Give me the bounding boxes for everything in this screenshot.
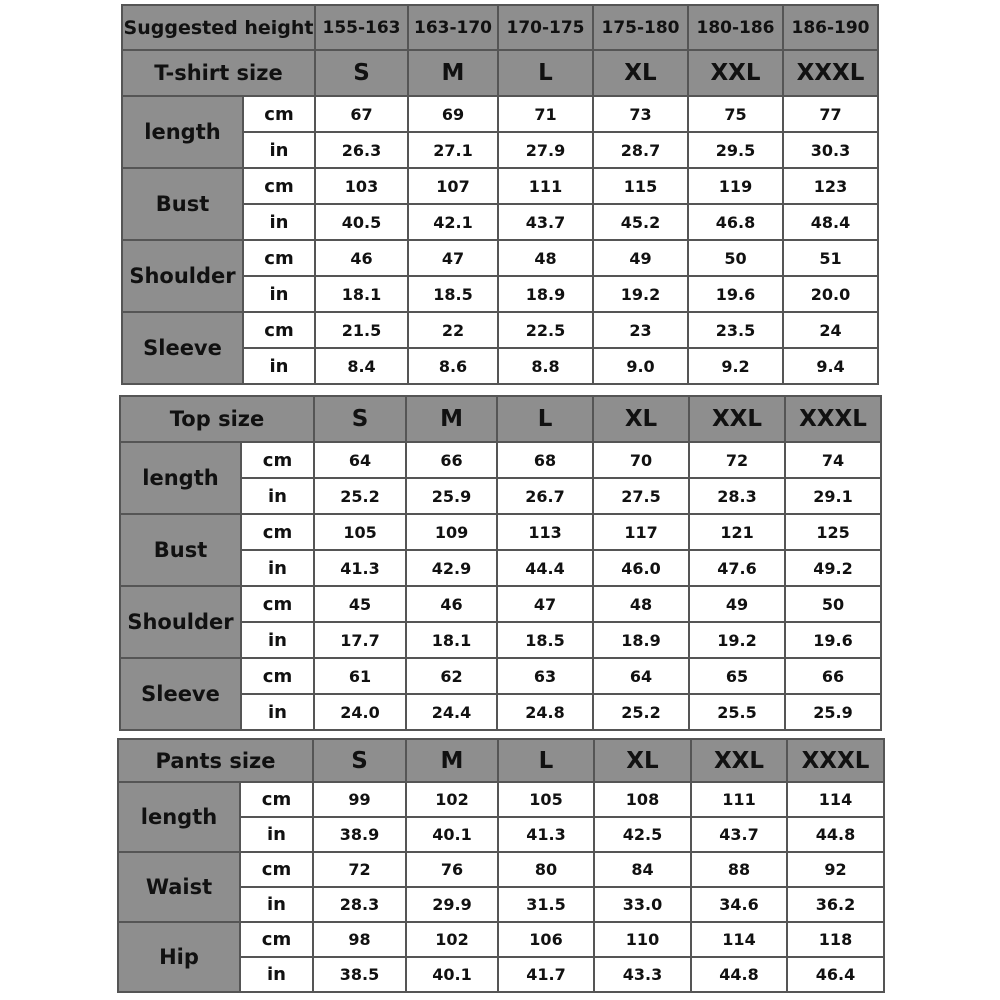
value-cell: 18.1 <box>315 276 408 312</box>
measure-label: Shoulder <box>122 240 243 312</box>
value-cell: 114 <box>787 782 884 817</box>
size-label: XXXL <box>783 50 878 96</box>
size-label: XXL <box>689 396 785 442</box>
measure-label: Bust <box>120 514 241 586</box>
value-cell: 26.3 <box>315 132 408 168</box>
value-cell: 69 <box>408 96 498 132</box>
value-cell: 74 <box>785 442 881 478</box>
value-cell: 23.5 <box>688 312 783 348</box>
value-cell: 20.0 <box>783 276 878 312</box>
value-cell: 102 <box>406 782 498 817</box>
unit-cm: cm <box>241 658 314 694</box>
value-cell: 98 <box>313 922 406 957</box>
value-cell: 111 <box>691 782 787 817</box>
unit-in: in <box>243 276 315 312</box>
table-row <box>118 922 884 957</box>
value-cell: 105 <box>498 782 594 817</box>
value-cell: 40.5 <box>315 204 408 240</box>
height-label: Suggested height <box>122 5 315 50</box>
value-cell: 28.7 <box>593 132 688 168</box>
value-cell: 9.2 <box>688 348 783 384</box>
height-range: 186-190 <box>783 5 878 50</box>
size-label: XXL <box>691 739 787 782</box>
table-title: Top size <box>120 396 314 442</box>
unit-in: in <box>241 694 314 730</box>
value-cell: 66 <box>406 442 497 478</box>
value-cell: 64 <box>593 658 689 694</box>
value-cell: 46 <box>315 240 408 276</box>
table-row <box>122 240 878 276</box>
value-cell: 48.4 <box>783 204 878 240</box>
value-cell: 18.5 <box>408 276 498 312</box>
value-cell: 68 <box>497 442 593 478</box>
unit-in: in <box>241 550 314 586</box>
value-cell: 29.9 <box>406 887 498 922</box>
table-row <box>120 442 881 478</box>
value-cell: 49 <box>593 240 688 276</box>
unit-cm: cm <box>241 514 314 550</box>
value-cell: 25.2 <box>593 694 689 730</box>
value-cell: 41.7 <box>498 957 594 992</box>
unit-in: in <box>243 132 315 168</box>
measure-label: Shoulder <box>120 586 241 658</box>
value-cell: 42.5 <box>594 817 691 852</box>
size-label: M <box>408 50 498 96</box>
table-row <box>120 586 881 622</box>
table-row <box>120 514 881 550</box>
height-range: 175-180 <box>593 5 688 50</box>
unit-cm: cm <box>241 586 314 622</box>
value-cell: 43.7 <box>691 817 787 852</box>
value-cell: 27.1 <box>408 132 498 168</box>
height-row <box>122 5 878 50</box>
size-label: M <box>406 396 497 442</box>
size-label: XL <box>593 396 689 442</box>
value-cell: 106 <box>498 922 594 957</box>
top-size-table <box>119 395 882 731</box>
unit-cm: cm <box>240 852 313 887</box>
value-cell: 46 <box>406 586 497 622</box>
measure-label: length <box>122 96 243 168</box>
measure-label: Waist <box>118 852 240 922</box>
size-label: L <box>498 739 594 782</box>
size-label: S <box>313 739 406 782</box>
value-cell: 27.5 <box>593 478 689 514</box>
table-row <box>118 782 884 817</box>
unit-in: in <box>241 478 314 514</box>
value-cell: 103 <box>315 168 408 204</box>
value-cell: 42.9 <box>406 550 497 586</box>
value-cell: 113 <box>497 514 593 550</box>
value-cell: 109 <box>406 514 497 550</box>
value-cell: 17.7 <box>314 622 406 658</box>
value-cell: 42.1 <box>408 204 498 240</box>
value-cell: 84 <box>594 852 691 887</box>
value-cell: 64 <box>314 442 406 478</box>
value-cell: 18.9 <box>498 276 593 312</box>
table-row <box>122 312 878 348</box>
value-cell: 62 <box>406 658 497 694</box>
value-cell: 47 <box>408 240 498 276</box>
value-cell: 25.9 <box>406 478 497 514</box>
table-row <box>120 658 881 694</box>
value-cell: 44.4 <box>497 550 593 586</box>
value-cell: 30.3 <box>783 132 878 168</box>
value-cell: 50 <box>688 240 783 276</box>
size-label: L <box>498 50 593 96</box>
value-cell: 50 <box>785 586 881 622</box>
value-cell: 25.2 <box>314 478 406 514</box>
value-cell: 46.0 <box>593 550 689 586</box>
measure-label: length <box>118 782 240 852</box>
value-cell: 61 <box>314 658 406 694</box>
value-cell: 88 <box>691 852 787 887</box>
value-cell: 43.7 <box>498 204 593 240</box>
unit-cm: cm <box>243 312 315 348</box>
measure-label: Bust <box>122 168 243 240</box>
value-cell: 125 <box>785 514 881 550</box>
unit-in: in <box>243 204 315 240</box>
table-row <box>122 168 878 204</box>
value-cell: 110 <box>594 922 691 957</box>
value-cell: 9.0 <box>593 348 688 384</box>
value-cell: 70 <box>593 442 689 478</box>
value-cell: 46.4 <box>787 957 884 992</box>
value-cell: 49 <box>689 586 785 622</box>
unit-cm: cm <box>243 96 315 132</box>
unit-in: in <box>240 957 313 992</box>
value-cell: 117 <box>593 514 689 550</box>
value-cell: 19.6 <box>785 622 881 658</box>
value-cell: 31.5 <box>498 887 594 922</box>
pants-size-table <box>117 738 885 993</box>
value-cell: 38.9 <box>313 817 406 852</box>
measure-label: Sleeve <box>122 312 243 384</box>
size-label: XL <box>594 739 691 782</box>
value-cell: 44.8 <box>691 957 787 992</box>
value-cell: 114 <box>691 922 787 957</box>
value-cell: 108 <box>594 782 691 817</box>
size-label: M <box>406 739 498 782</box>
value-cell: 24.4 <box>406 694 497 730</box>
value-cell: 118 <box>787 922 884 957</box>
value-cell: 66 <box>785 658 881 694</box>
value-cell: 115 <box>593 168 688 204</box>
value-cell: 29.5 <box>688 132 783 168</box>
value-cell: 72 <box>313 852 406 887</box>
table-row <box>122 96 878 132</box>
value-cell: 41.3 <box>314 550 406 586</box>
value-cell: 51 <box>783 240 878 276</box>
unit-cm: cm <box>243 240 315 276</box>
value-cell: 22 <box>408 312 498 348</box>
value-cell: 49.2 <box>785 550 881 586</box>
value-cell: 40.1 <box>406 817 498 852</box>
value-cell: 23 <box>593 312 688 348</box>
size-header-row <box>120 396 881 442</box>
value-cell: 33.0 <box>594 887 691 922</box>
value-cell: 43.3 <box>594 957 691 992</box>
size-label: XL <box>593 50 688 96</box>
unit-in: in <box>240 817 313 852</box>
size-label: L <box>497 396 593 442</box>
value-cell: 24.0 <box>314 694 406 730</box>
value-cell: 27.9 <box>498 132 593 168</box>
value-cell: 47 <box>497 586 593 622</box>
value-cell: 18.5 <box>497 622 593 658</box>
size-label: XXXL <box>787 739 884 782</box>
value-cell: 26.7 <box>497 478 593 514</box>
value-cell: 45 <box>314 586 406 622</box>
value-cell: 105 <box>314 514 406 550</box>
value-cell: 75 <box>688 96 783 132</box>
value-cell: 40.1 <box>406 957 498 992</box>
unit-in: in <box>243 348 315 384</box>
value-cell: 46.8 <box>688 204 783 240</box>
value-cell: 111 <box>498 168 593 204</box>
value-cell: 19.2 <box>593 276 688 312</box>
value-cell: 22.5 <box>498 312 593 348</box>
value-cell: 65 <box>689 658 785 694</box>
value-cell: 41.3 <box>498 817 594 852</box>
value-cell: 63 <box>497 658 593 694</box>
value-cell: 24 <box>783 312 878 348</box>
unit-in: in <box>241 622 314 658</box>
value-cell: 67 <box>315 96 408 132</box>
value-cell: 9.4 <box>783 348 878 384</box>
value-cell: 72 <box>689 442 785 478</box>
unit-cm: cm <box>240 782 313 817</box>
value-cell: 8.8 <box>498 348 593 384</box>
table-title: Pants size <box>118 739 313 782</box>
unit-cm: cm <box>241 442 314 478</box>
value-cell: 107 <box>408 168 498 204</box>
value-cell: 123 <box>783 168 878 204</box>
value-cell: 99 <box>313 782 406 817</box>
value-cell: 48 <box>593 586 689 622</box>
size-label: S <box>315 50 408 96</box>
unit-cm: cm <box>240 922 313 957</box>
value-cell: 77 <box>783 96 878 132</box>
value-cell: 28.3 <box>689 478 785 514</box>
value-cell: 47.6 <box>689 550 785 586</box>
value-cell: 44.8 <box>787 817 884 852</box>
height-range: 163-170 <box>408 5 498 50</box>
value-cell: 19.6 <box>688 276 783 312</box>
value-cell: 121 <box>689 514 785 550</box>
value-cell: 38.5 <box>313 957 406 992</box>
table-title: T-shirt size <box>122 50 315 96</box>
value-cell: 18.9 <box>593 622 689 658</box>
value-cell: 102 <box>406 922 498 957</box>
measure-label: Hip <box>118 922 240 992</box>
value-cell: 80 <box>498 852 594 887</box>
unit-cm: cm <box>243 168 315 204</box>
value-cell: 119 <box>688 168 783 204</box>
value-cell: 73 <box>593 96 688 132</box>
value-cell: 76 <box>406 852 498 887</box>
measure-label: length <box>120 442 241 514</box>
value-cell: 24.8 <box>497 694 593 730</box>
size-label: XXL <box>688 50 783 96</box>
unit-in: in <box>240 887 313 922</box>
size-label: S <box>314 396 406 442</box>
value-cell: 25.5 <box>689 694 785 730</box>
value-cell: 18.1 <box>406 622 497 658</box>
tshirt-size-table <box>121 4 879 385</box>
value-cell: 28.3 <box>313 887 406 922</box>
value-cell: 34.6 <box>691 887 787 922</box>
value-cell: 48 <box>498 240 593 276</box>
value-cell: 92 <box>787 852 884 887</box>
value-cell: 36.2 <box>787 887 884 922</box>
size-header-row <box>122 50 878 96</box>
height-range: 170-175 <box>498 5 593 50</box>
value-cell: 21.5 <box>315 312 408 348</box>
value-cell: 19.2 <box>689 622 785 658</box>
table-row <box>118 852 884 887</box>
value-cell: 8.6 <box>408 348 498 384</box>
size-label: XXXL <box>785 396 881 442</box>
value-cell: 71 <box>498 96 593 132</box>
value-cell: 45.2 <box>593 204 688 240</box>
height-range: 180-186 <box>688 5 783 50</box>
height-range: 155-163 <box>315 5 408 50</box>
value-cell: 8.4 <box>315 348 408 384</box>
value-cell: 29.1 <box>785 478 881 514</box>
measure-label: Sleeve <box>120 658 241 730</box>
value-cell: 25.9 <box>785 694 881 730</box>
size-header-row <box>118 739 884 782</box>
